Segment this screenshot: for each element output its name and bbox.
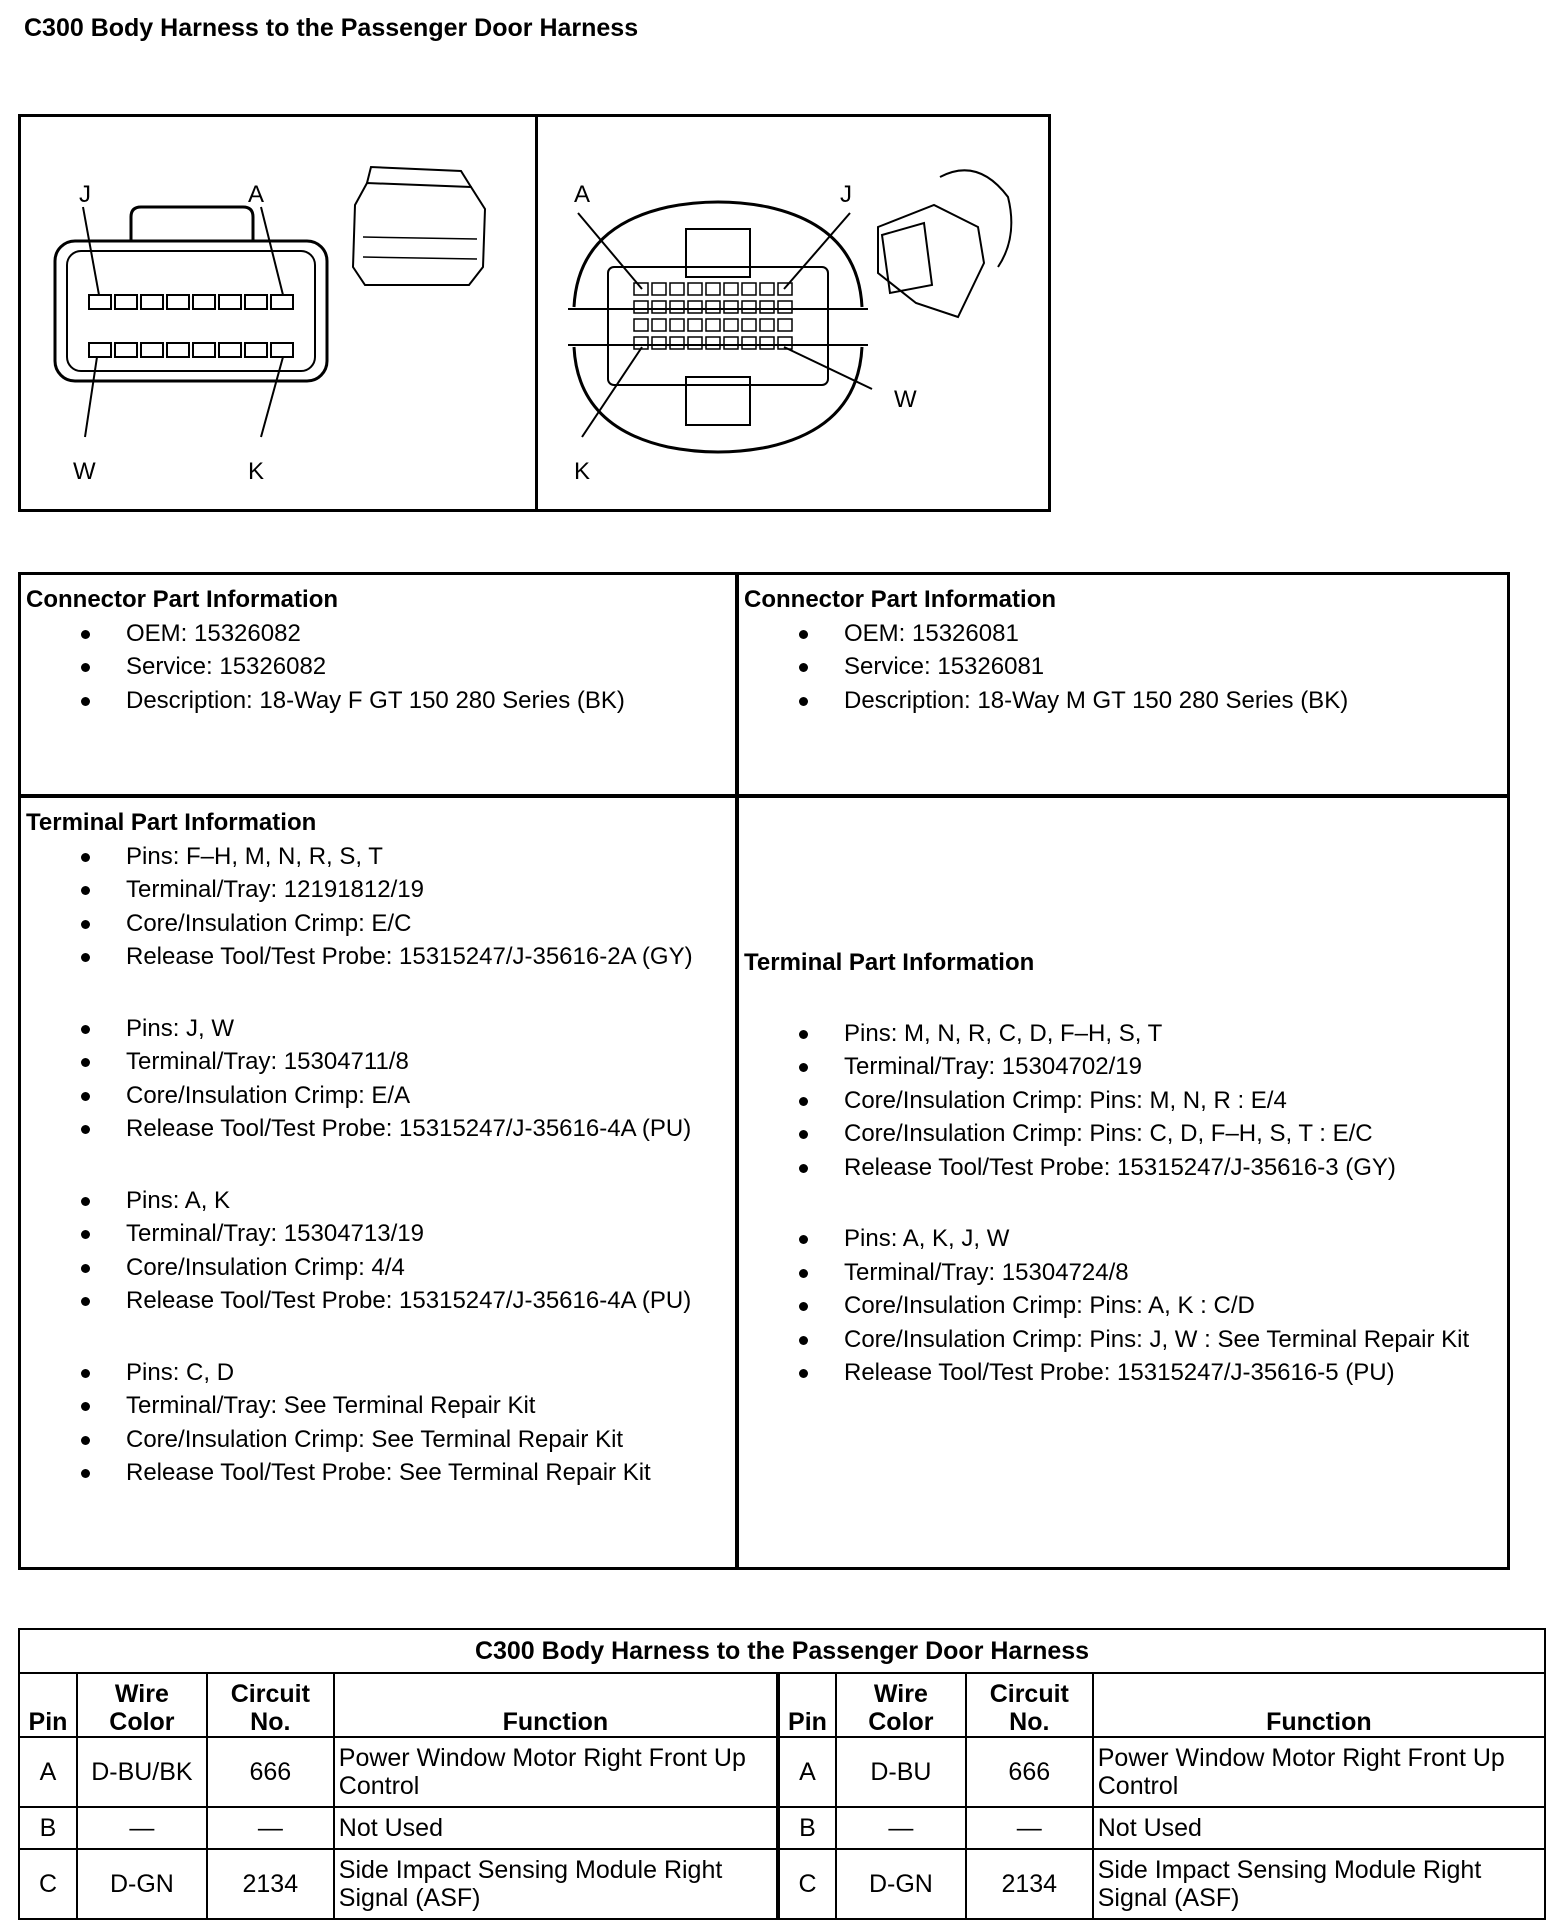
list-item: OEM: 15326082 bbox=[26, 617, 730, 651]
wire-color-cell: D-GN bbox=[836, 1849, 966, 1919]
circuit-cell: — bbox=[207, 1807, 334, 1849]
terminal-info-left bbox=[21, 798, 735, 1568]
wire-color-cell: — bbox=[836, 1807, 966, 1849]
list-item: Terminal/Tray: 15304711/8 bbox=[26, 1045, 730, 1079]
list-item: Service: 15326082 bbox=[26, 650, 730, 684]
list-item: Pins: A, K bbox=[26, 1184, 730, 1218]
list-item: Pins: C, D bbox=[26, 1356, 730, 1390]
terminal-group bbox=[26, 1356, 730, 1490]
cell-header: Terminal Part Information bbox=[744, 949, 1035, 976]
terminal-group bbox=[26, 1184, 730, 1318]
list-item: Terminal/Tray: 15304724/8 bbox=[744, 1256, 1502, 1290]
function-cell: Not Used bbox=[334, 1807, 778, 1849]
connector-info-left bbox=[21, 575, 735, 794]
label-k: K bbox=[574, 458, 591, 485]
list-item: Core/Insulation Crimp: See Terminal Repair Kit bbox=[26, 1423, 730, 1457]
pin-cell: B bbox=[778, 1807, 836, 1849]
list-item: Pins: J, W bbox=[26, 1012, 730, 1046]
wire-color-cell: D-GN bbox=[77, 1849, 207, 1919]
list-item: Core/Insulation Crimp: E/C bbox=[26, 907, 730, 941]
col-header-circuit: Circuit No. bbox=[966, 1673, 1093, 1737]
col-header-function: Function bbox=[1093, 1673, 1545, 1737]
pin-cell: C bbox=[778, 1849, 836, 1919]
label-k: K bbox=[248, 458, 265, 485]
list-item: Release Tool/Test Probe: 15315247/J-35616-5 (PU) bbox=[744, 1356, 1502, 1390]
label-w: W bbox=[73, 458, 96, 485]
list-item: Pins: M, N, R, C, D, F–H, S, T bbox=[744, 1017, 1502, 1051]
cell-header: Terminal Part Information bbox=[26, 809, 317, 836]
list-item: Pins: A, K, J, W bbox=[744, 1222, 1502, 1256]
list-item: Description: 18-Way M GT 150 280 Series (BK) bbox=[744, 684, 1502, 718]
terminal-group bbox=[26, 840, 730, 974]
label-w: W bbox=[894, 386, 917, 413]
female-connector-diagram bbox=[21, 117, 535, 509]
terminal-group bbox=[744, 1017, 1502, 1185]
col-header-circuit: Circuit No. bbox=[207, 1673, 334, 1737]
function-cell: Not Used bbox=[1093, 1807, 1545, 1849]
cell-header: Connector Part Information bbox=[26, 586, 339, 613]
list-item: Terminal/Tray: 12191812/19 bbox=[26, 873, 730, 907]
table-row bbox=[19, 1807, 1545, 1849]
function-cell: Power Window Motor Right Front Up Control bbox=[334, 1737, 778, 1807]
circuit-cell: — bbox=[966, 1807, 1093, 1849]
circuit-cell: 2134 bbox=[207, 1849, 334, 1919]
pin-cell: A bbox=[778, 1737, 836, 1807]
table-row bbox=[19, 1849, 1545, 1919]
list-item: Service: 15326081 bbox=[744, 650, 1502, 684]
list-item: Release Tool/Test Probe: See Terminal Repair Kit bbox=[26, 1456, 730, 1490]
table-row bbox=[19, 1737, 1545, 1807]
list-item: Release Tool/Test Probe: 15315247/J-35616-4A (PU) bbox=[26, 1112, 730, 1146]
list-item: Core/Insulation Crimp: Pins: C, D, F–H, S, T : E/C bbox=[744, 1117, 1502, 1151]
part-info-grid bbox=[18, 572, 1510, 1570]
male-connector-diagram bbox=[538, 117, 1048, 509]
list-item: Terminal/Tray: See Terminal Repair Kit bbox=[26, 1389, 730, 1423]
function-cell: Side Impact Sensing Module Right Signal (ASF) bbox=[1093, 1849, 1545, 1919]
col-header-wire-color: Wire Color bbox=[77, 1673, 207, 1737]
connector-info-right bbox=[739, 575, 1507, 794]
function-cell: Power Window Motor Right Front Up Control bbox=[1093, 1737, 1545, 1807]
terminal-group bbox=[26, 1012, 730, 1146]
circuit-cell: 666 bbox=[966, 1737, 1093, 1807]
table-caption: C300 Body Harness to the Passenger Door Harness bbox=[19, 1629, 1545, 1673]
table-caption-row bbox=[19, 1629, 1545, 1673]
table-header-row bbox=[19, 1673, 1545, 1737]
function-cell: Side Impact Sensing Module Right Signal (ASF) bbox=[334, 1849, 778, 1919]
connector-diagram-frame bbox=[18, 114, 1051, 512]
list-item: Release Tool/Test Probe: 15315247/J-35616-3 (GY) bbox=[744, 1151, 1502, 1185]
page-title: C300 Body Harness to the Passenger Door Harness bbox=[24, 14, 639, 42]
terminal-info-right bbox=[739, 798, 1507, 1568]
list-item: Release Tool/Test Probe: 15315247/J-35616-4A (PU) bbox=[26, 1284, 730, 1318]
list-item: Core/Insulation Crimp: Pins: A, K : C/D bbox=[744, 1289, 1502, 1323]
col-header-pin: Pin bbox=[778, 1673, 836, 1737]
wire-color-cell: — bbox=[77, 1807, 207, 1849]
terminal-group bbox=[744, 1222, 1502, 1390]
list-item: Core/Insulation Crimp: E/A bbox=[26, 1079, 730, 1113]
col-header-pin: Pin bbox=[19, 1673, 77, 1737]
list-item: Description: 18-Way F GT 150 280 Series (BK) bbox=[26, 684, 730, 718]
label-j: J bbox=[79, 181, 91, 208]
wire-color-cell: D-BU bbox=[836, 1737, 966, 1807]
list-item: Core/Insulation Crimp: 4/4 bbox=[26, 1251, 730, 1285]
list-item: Terminal/Tray: 15304702/19 bbox=[744, 1050, 1502, 1084]
col-header-function: Function bbox=[334, 1673, 778, 1737]
circuit-cell: 666 bbox=[207, 1737, 334, 1807]
cell-header: Connector Part Information bbox=[744, 586, 1057, 613]
connector-info-list bbox=[744, 617, 1502, 718]
pin-cell: C bbox=[19, 1849, 77, 1919]
label-a: A bbox=[574, 181, 591, 208]
circuit-cell: 2134 bbox=[966, 1849, 1093, 1919]
list-item: Core/Insulation Crimp: Pins: J, W : See Terminal Repair Kit bbox=[744, 1323, 1502, 1357]
list-item: Pins: F–H, M, N, R, S, T bbox=[26, 840, 730, 874]
label-j: J bbox=[840, 181, 852, 208]
pin-cell: A bbox=[19, 1737, 77, 1807]
pin-cell: B bbox=[19, 1807, 77, 1849]
list-item: Release Tool/Test Probe: 15315247/J-35616-2A (GY) bbox=[26, 940, 730, 974]
connector-info-list bbox=[26, 617, 730, 718]
wire-color-cell: D-BU/BK bbox=[77, 1737, 207, 1807]
list-item: Terminal/Tray: 15304713/19 bbox=[26, 1217, 730, 1251]
list-item: Core/Insulation Crimp: Pins: M, N, R : E/4 bbox=[744, 1084, 1502, 1118]
label-a: A bbox=[248, 181, 265, 208]
pin-table bbox=[18, 1628, 1546, 1920]
list-item: OEM: 15326081 bbox=[744, 617, 1502, 651]
col-header-wire-color: Wire Color bbox=[836, 1673, 966, 1737]
